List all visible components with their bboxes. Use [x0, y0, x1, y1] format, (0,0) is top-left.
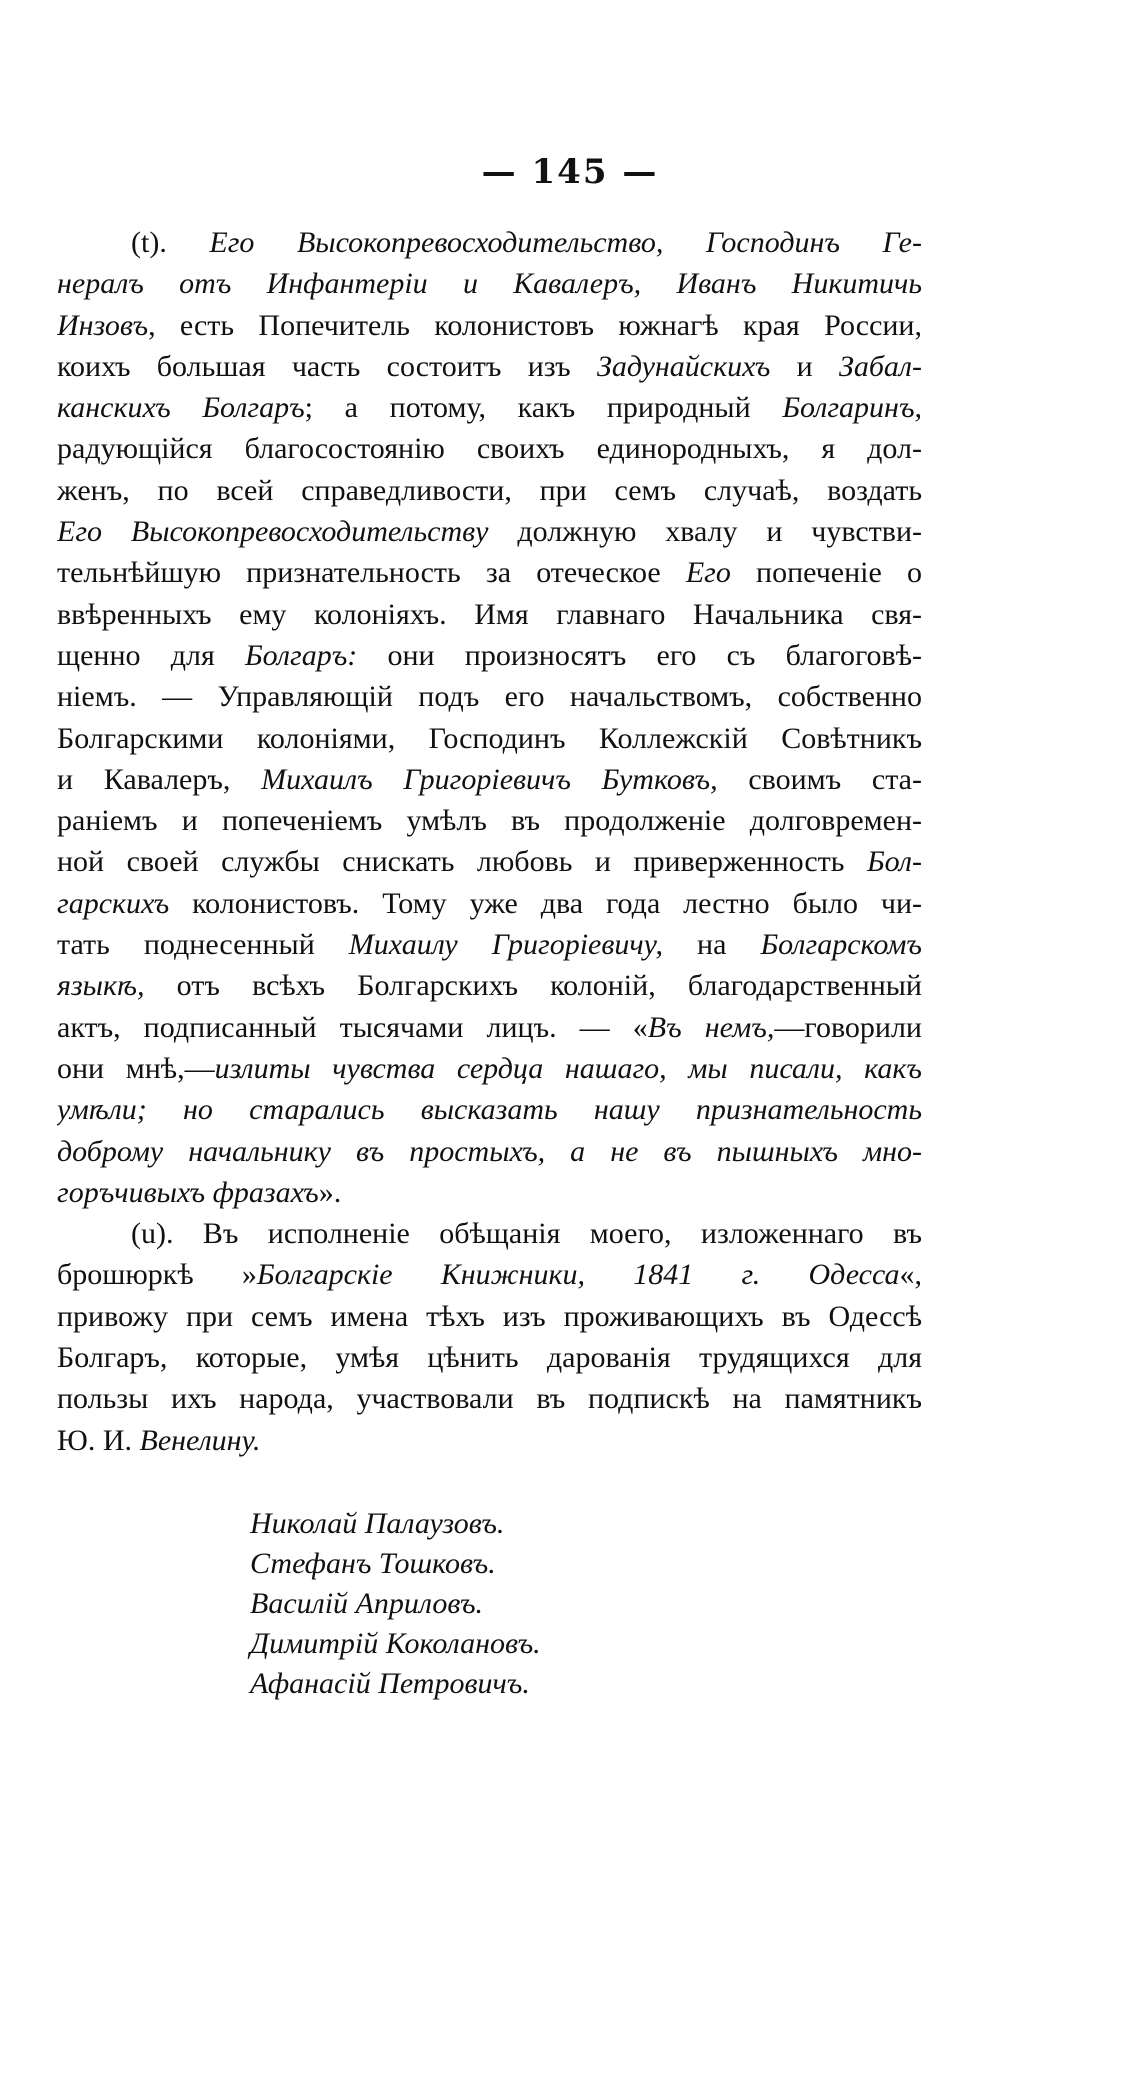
- text-line: [57, 594, 922, 635]
- text-run: раніемъ и попеченіемъ умѣлъ въ продолженіе долговремен-: [57, 804, 922, 838]
- text-run: (t).: [131, 226, 210, 259]
- text-run: и: [770, 349, 839, 383]
- text-line: [57, 965, 922, 1006]
- italic-text: Забал-: [838, 349, 922, 383]
- text-run: попеченіе о: [730, 556, 922, 590]
- italic-text: Михаилу Григоріевичу,: [348, 928, 663, 962]
- text-run: ».: [318, 1175, 342, 1209]
- text-line: [57, 883, 922, 924]
- text-run: отъ всѣхъ Болгарскихъ колоній, благодарственный: [144, 969, 922, 1003]
- text-line: [57, 676, 922, 717]
- text-run: привожу при семъ имена тѣхъ изъ проживающихъ въ Одессѣ: [57, 1299, 922, 1333]
- text-run: —говорили: [774, 1010, 922, 1044]
- text-line: [57, 387, 922, 428]
- text-line: [57, 759, 922, 800]
- text-run: радующійся благосостоянію своихъ единородныхъ, я дол-: [57, 432, 922, 466]
- italic-text: горъчивыхъ фразахъ: [57, 1175, 319, 1209]
- text-line: [57, 222, 922, 263]
- text-run: ; а потому, какъ природный: [304, 391, 783, 425]
- text-run: щенно для: [57, 638, 245, 672]
- italic-text: Инзовъ: [57, 308, 149, 342]
- text-run: и Кавалеръ,: [57, 762, 262, 796]
- italic-text: Болгаринъ,: [782, 391, 922, 425]
- text-line: [57, 1213, 922, 1254]
- text-run: ніемъ. — Управляющій подъ его начальствомъ, собственно: [57, 680, 922, 714]
- text-run: тельнѣйшую признательность за отеческое: [57, 556, 686, 590]
- text-line: [57, 635, 922, 676]
- italic-text: излиты чувства сердца нашаго, мы писали, какъ: [214, 1051, 922, 1085]
- text-run: они мнѣ,—: [57, 1051, 215, 1085]
- text-line: [57, 841, 922, 882]
- italic-text: Бол-: [866, 845, 922, 879]
- text-run: своимъ ста-: [717, 762, 922, 796]
- italic-text: гарскихъ: [57, 886, 170, 920]
- italic-text: Его Высокопревосходительству: [57, 515, 489, 549]
- text-line: [57, 1378, 922, 1419]
- text-run: коихъ большая часть состоитъ изъ: [57, 349, 597, 383]
- subscriber-name: Василій Априловъ.: [250, 1587, 484, 1620]
- text-run: Болгарскими колоніями, Господинъ Коллежскій Совѣтникъ: [57, 721, 922, 755]
- text-run: Ю. И.: [57, 1423, 140, 1457]
- text-run: ввѣренныхъ ему колоніяхъ. Имя главнаго Начальника свя-: [57, 597, 922, 631]
- footnote-paragraph: [57, 1213, 922, 1461]
- text-line: [57, 552, 922, 593]
- text-run: колонистовъ. Тому уже два года лестно было чи-: [169, 886, 922, 920]
- italic-text: Въ немъ,: [647, 1010, 775, 1044]
- text-line: [57, 1296, 922, 1337]
- text-line: [57, 1007, 922, 1048]
- text-line: [57, 1131, 922, 1172]
- text-run: «,: [899, 1258, 922, 1292]
- text-run: женъ, по всей справедливости, при семъ случаѣ, воздать: [57, 473, 922, 507]
- italic-text: Болгарскіе Книжники, 1841 г. Одесса: [256, 1258, 900, 1292]
- text-run: должную хвалу и чувстви-: [488, 515, 922, 549]
- italic-text: Задунайскихъ: [596, 349, 771, 383]
- text-run: актъ, подписанный тысячами лицъ. — «: [57, 1010, 648, 1044]
- text-line: [57, 1337, 922, 1378]
- text-line: [57, 1420, 922, 1461]
- italic-text: Его: [685, 556, 731, 590]
- text-run: Болгаръ, которые, умѣя цѣнить дарованія трудящихся для: [57, 1341, 922, 1375]
- text-line: [57, 718, 922, 759]
- text-line: [57, 1048, 922, 1089]
- italic-text: нералъ отъ Инфантеріи и Кавалеръ, Иванъ Никитичь: [57, 267, 922, 301]
- italic-text: языкѣ,: [57, 969, 145, 1003]
- text-run: (u). Въ исполненіе обѣщанія моего, изложеннаго въ: [131, 1217, 922, 1251]
- text-line: [57, 800, 922, 841]
- italic-text: Болгарскомъ: [760, 928, 922, 962]
- text-run: , есть Попечитель колонистовъ южнагѣ края России,: [148, 308, 922, 342]
- italic-text: Его Высокопревосходительство, Господинъ Ге-: [209, 226, 922, 259]
- italic-text: Венелину.: [139, 1423, 261, 1457]
- subscriber-name: Димитрій Коколановъ.: [250, 1627, 541, 1660]
- text-run: тать поднесенный: [57, 928, 349, 962]
- text-line: [57, 924, 922, 965]
- text-line: [57, 305, 922, 346]
- subscriber-names-list: [250, 1504, 541, 1704]
- subscriber-name: Афанасій Петровичъ.: [250, 1667, 530, 1700]
- text-line: [57, 263, 922, 304]
- italic-text: Михаилъ Григоріевичъ Бутковъ,: [261, 762, 718, 796]
- italic-text: канскихъ Болгаръ: [57, 391, 305, 425]
- footnote-paragraph: [57, 222, 922, 1213]
- text-run: они произносятъ его съ благоговѣ-: [357, 638, 922, 672]
- footnotes-text: [57, 222, 922, 1461]
- subscriber-name: Стефанъ Тошковъ.: [250, 1547, 496, 1580]
- text-run: брошюркѣ »: [57, 1258, 257, 1292]
- text-line: [57, 1172, 922, 1213]
- italic-text: умѣли; но старались высказать нашу признательность: [57, 1093, 922, 1127]
- text-line: [57, 511, 922, 552]
- italic-text: Болгаръ:: [244, 638, 358, 672]
- page-number: — 145 —: [481, 152, 659, 192]
- text-run: на: [663, 928, 761, 962]
- text-line: [57, 428, 922, 469]
- text-run: пользы ихъ народа, участвовали въ подпискѣ на памятникъ: [57, 1382, 922, 1416]
- subscriber-name: Николай Палаузовъ.: [250, 1507, 505, 1540]
- italic-text: доброму начальнику въ простыхъ, а не въ пышныхъ мно-: [57, 1134, 922, 1168]
- text-run: ной своей службы снискать любовь и приверженность: [57, 845, 867, 879]
- text-line: [57, 346, 922, 387]
- text-line: [57, 1089, 922, 1130]
- text-line: [57, 470, 922, 511]
- text-line: [57, 1254, 922, 1295]
